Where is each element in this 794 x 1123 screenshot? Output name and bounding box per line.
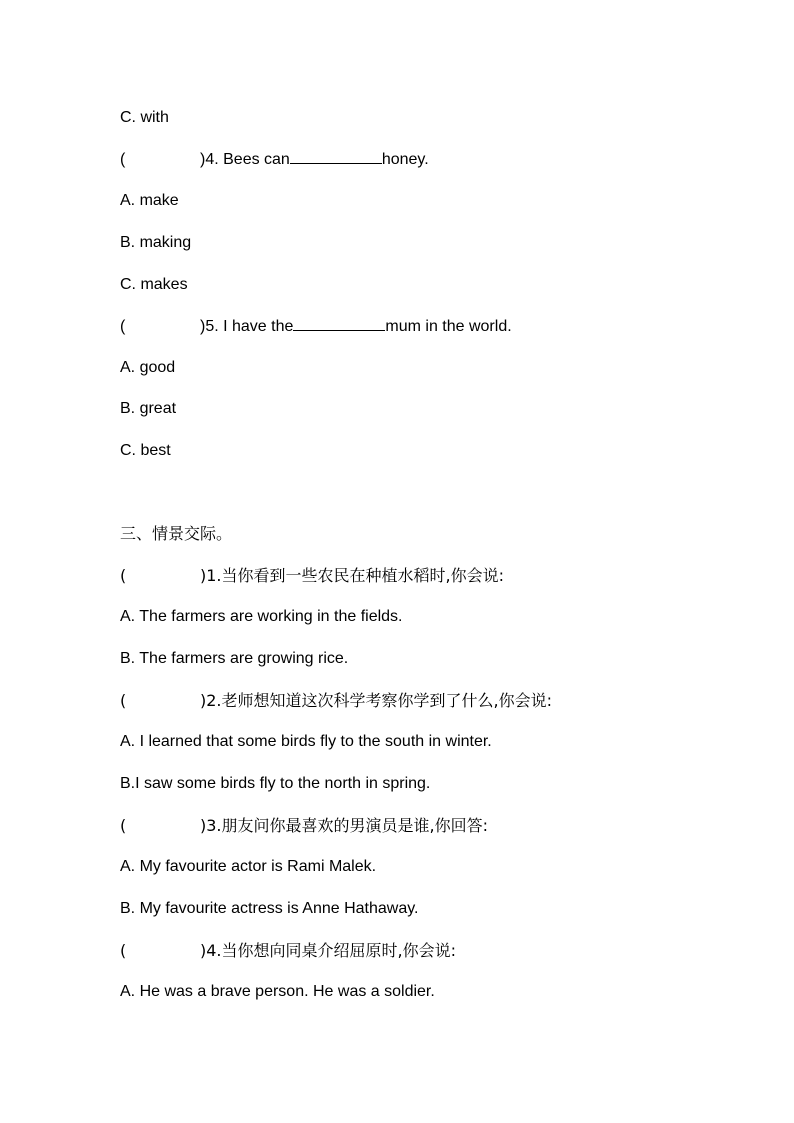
q5-option-c: C. best [120,442,171,459]
s3-q1-stem [120,566,504,586]
s3-q1-stem-text: )1.当你看到一些农民在种植水稻时,你会说: [200,566,504,585]
s3-q4-stem-text: )4.当你想向同桌介绍屈原时,你会说: [200,941,456,960]
section-heading: 三、情景交际。 [120,524,233,543]
s3-q3-stem [120,816,488,836]
q4-option-c: C. makes [120,276,188,293]
answer-paren: ( [120,691,127,710]
q4-stem [120,149,429,170]
s3-q2-option-a: A. I learned that some birds fly to the south in winter. [120,733,492,750]
answer-paren: ( [120,566,127,585]
s3-q2-stem-text: )2.老师想知道这次科学考察你学到了什么,你会说: [200,691,552,710]
s3-q2-stem [120,691,552,711]
q5-stem [120,316,512,337]
s3-q1-option-b: B. The farmers are growing rice. [120,650,349,667]
s3-q3-option-b: B. My favourite actress is Anne Hathaway. [120,900,419,917]
fill-blank [293,316,385,331]
answer-paren: ( [120,151,126,168]
q5-option-b: B. great [120,400,177,417]
s3-q1-option-a: A. The farmers are working in the fields. [120,608,403,625]
answer-paren: ( [120,318,126,335]
s3-q2-option-b: B.I saw some birds fly to the north in spring. [120,775,431,792]
q4-stem-prefix: )4. Bees can [200,151,290,168]
s3-q4-option-a: A. He was a brave person. He was a soldier. [120,983,435,1000]
s3-q3-stem-text: )3.朋友问你最喜欢的男演员是谁,你回答: [200,816,488,835]
answer-paren: ( [120,941,127,960]
q5-stem-suffix: mum in the world. [385,318,512,335]
q5-option-a: A. good [120,359,176,376]
s3-q4-stem [120,941,456,961]
q5-stem-prefix: )5. I have the [200,318,294,335]
q3-option-c: C. with [120,109,169,126]
q4-option-a: A. make [120,192,179,209]
q4-option-b: B. making [120,234,192,251]
s3-q3-option-a: A. My favourite actor is Rami Malek. [120,858,377,875]
q4-stem-suffix: honey. [381,151,429,168]
fill-blank [290,149,382,164]
answer-paren: ( [120,816,127,835]
